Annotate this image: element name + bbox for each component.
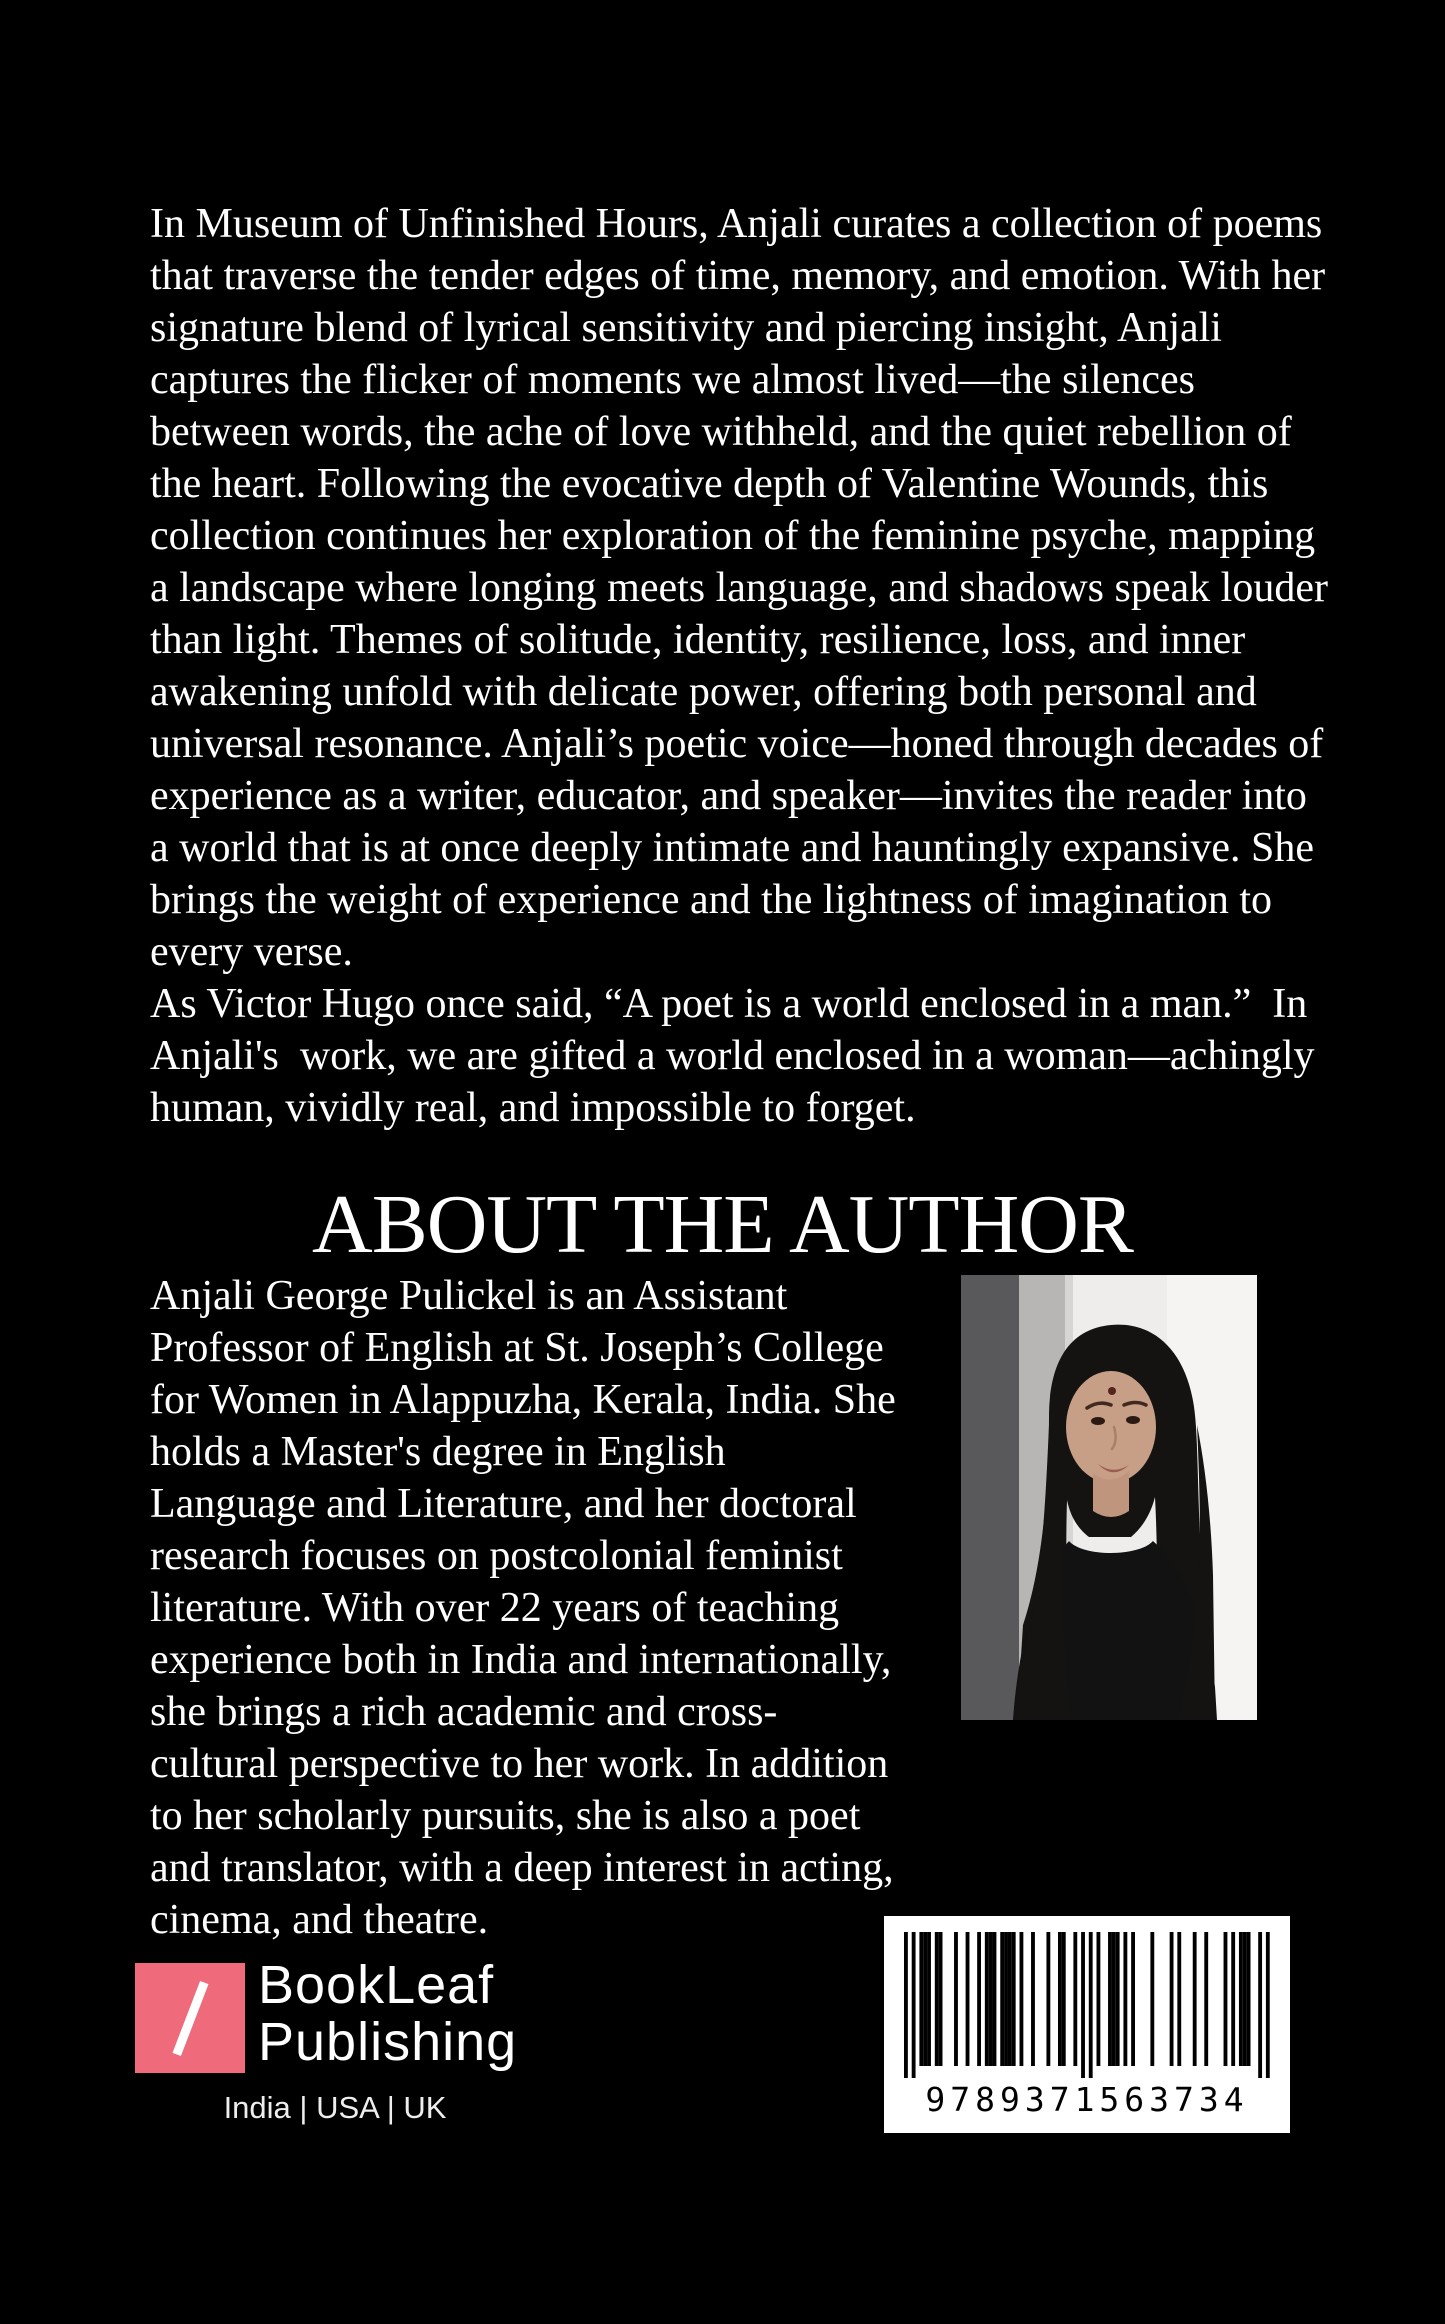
publisher-name-line2: Publishing [258,2012,518,2072]
publisher-name [258,1957,517,2071]
author-bio-text: Anjali George Pulickel is an Assistant Professor of English at St. Joseph’s College for Women in Alappuzha, Kerala, India. She holds a Master's degree in English Language and Literature, and her doctoral research focuses on postcolonial feminist literature. With over 22 years of teaching experience both in India and internationally, she brings a rich academic and cross-cultural perspective to her work. In addition to her scholarly pursuits, she is also a poet and translator, with a deep interest in acting, cinema, and theatre. [150,1273,907,1943]
barcode [884,1916,1290,2133]
author-photo-illustration [961,1275,1257,1720]
barcode-isbn: 9789371563734 [925,2080,1249,2119]
author-photo [961,1275,1257,1720]
bookleaf-logo-square [135,1963,245,2073]
about-the-author-heading: ABOUT THE AUTHOR [312,1178,1133,1271]
bindi [1108,1387,1116,1395]
synopsis-paragraph-2: As Victor Hugo once said, “A poet is a world enclosed in a man.” In Anjali's work, we are gifted a world enclosed in a woman—achingly human, vividly real, and impossible to forget. [150,981,1326,1131]
slash-icon [173,1981,209,2056]
publisher-name-line1: BookLeaf [258,1955,495,2015]
synopsis-paragraph-1: In Museum of Unfinished Hours, Anjali curates a collection of poems that traverse the tender edges of time, memory, and emotion. With her signature blend of lyrical sensitivity and piercing insight, Anjali captures the flicker of moments we almost lived—the silences between words, the ache of love withheld, and the quiet rebellion of the heart. Following the evocative depth of Valentine Wounds, this collection continues her exploration of the feminine psyche, mapping a landscape where longing meets language, and shadows speak louder than light. Themes of solitude, identity, resilience, loss, and inner awakening unfold with delicate power, offering both personal and universal resonance. Anjali’s poetic voice—honed through decades of experience as a writer, educator, and speaker—invites the reader into a world that is at once deeply intimate and hauntingly expansive. She brings the weight of experience and the lightness of imagination to every verse. [150,201,1339,975]
synopsis [150,198,1339,1134]
publisher-regions: India | USA | UK [223,2090,447,2125]
